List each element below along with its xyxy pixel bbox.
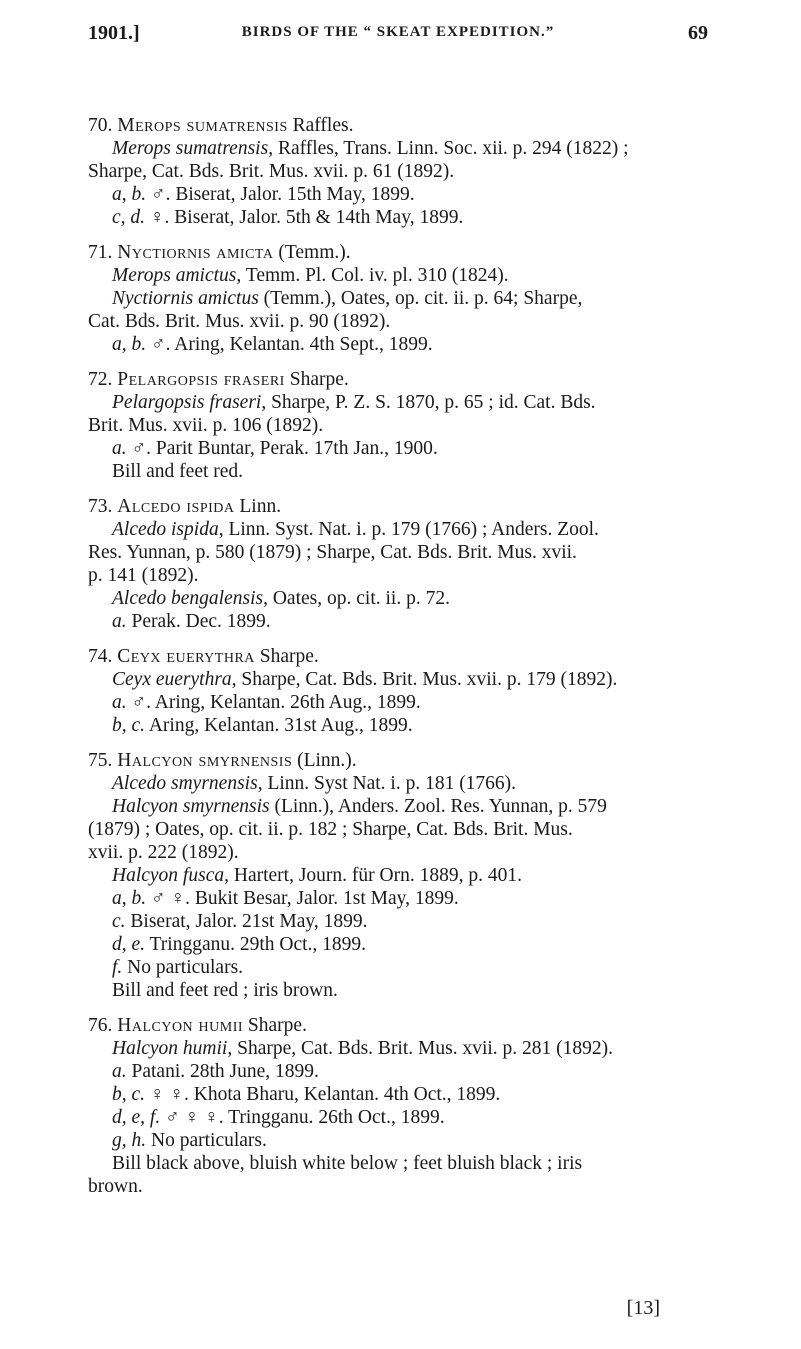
species-entry — [88, 368, 702, 483]
text-span: Bill and feet red ; iris brown. — [112, 980, 338, 1001]
species-number: 76. — [88, 1015, 113, 1036]
italic-text: Halcyon humii — [112, 1038, 228, 1059]
text-span: ♂ ♀ ♀. Tringganu. 26th Oct., 1899. — [160, 1107, 445, 1128]
text-line — [88, 668, 702, 691]
text-span: , Temm. Pl. Col. iv. pl. 310 (1824). — [236, 265, 509, 286]
italic-text: d, e, f. — [112, 1107, 161, 1128]
text-line — [88, 1083, 702, 1106]
species-number: 74. — [88, 646, 113, 667]
text-line — [88, 933, 702, 956]
text-span: Sharpe, Cat. Bds. Brit. Mus. xvii. p. 61 (1892). — [88, 161, 455, 182]
italic-text: g, h. — [112, 1130, 147, 1151]
text-line — [88, 460, 702, 483]
species-heading — [88, 749, 702, 772]
species-author: Sharpe. — [289, 369, 349, 390]
text-span: Tringganu. 29th Oct., 1899. — [145, 934, 367, 955]
italic-text: b, c. — [112, 1084, 146, 1105]
text-line — [88, 1037, 702, 1060]
text-line — [88, 206, 702, 229]
text-line — [88, 1106, 702, 1129]
species-name: Alcedo ispida — [117, 496, 235, 517]
text-span: Res. Yunnan, p. 580 (1879) ; Sharpe, Cat. Bds. Brit. Mus. xvii. — [88, 542, 577, 563]
italic-text: f. — [112, 957, 123, 978]
text-line — [88, 437, 702, 460]
text-span: ♀ ♀. Khota Bharu, Kelantan. 4th Oct., 1899. — [145, 1084, 501, 1105]
italic-text: a, b. — [112, 184, 147, 205]
species-author: Sharpe. — [247, 1015, 307, 1036]
italic-text: Pelargopsis fraseri — [112, 392, 262, 413]
text-line — [88, 160, 702, 183]
text-span: ♀. Biserat, Jalor. 5th & 14th May, 1899. — [145, 207, 464, 228]
text-line — [88, 1060, 702, 1083]
header-year: 1901.] — [88, 22, 140, 44]
species-name: Halcyon smyrnensis — [117, 750, 293, 771]
text-span: , Oates, op. cit. ii. p. 72. — [263, 588, 450, 609]
species-author: Raffles. — [292, 115, 354, 136]
text-span: Aring, Kelantan. 31st Aug., 1899. — [145, 715, 413, 736]
text-line — [88, 772, 702, 795]
text-line — [88, 564, 702, 587]
species-author: Sharpe. — [259, 646, 319, 667]
text-line — [88, 137, 702, 160]
text-span: Biserat, Jalor. 21st May, 1899. — [125, 911, 368, 932]
species-heading — [88, 1014, 702, 1037]
species-heading — [88, 241, 702, 264]
text-span: brown. — [88, 1176, 143, 1197]
text-line — [88, 610, 702, 633]
page-number: 69 — [688, 22, 708, 44]
text-line — [88, 264, 702, 287]
text-line — [88, 691, 702, 714]
italic-text: Alcedo ispida — [112, 519, 219, 540]
text-line — [88, 956, 702, 979]
header-title: BIRDS OF THE “ SKEAT EXPEDITION.” — [241, 24, 555, 40]
italic-text: Ceyx euerythra — [112, 669, 232, 690]
text-span: No particulars. — [146, 1130, 267, 1151]
text-line — [88, 841, 702, 864]
text-span: Bill black above, bluish white below ; feet bluish black ; iris — [112, 1153, 583, 1174]
text-line — [88, 391, 702, 414]
italic-text: Alcedo bengalensis — [112, 588, 264, 609]
species-entry — [88, 749, 702, 1002]
text-line — [88, 795, 702, 818]
text-span: Perak. Dec. 1899. — [126, 611, 271, 632]
species-number: 70. — [88, 115, 113, 136]
text-line — [88, 714, 702, 737]
signature-mark: [13] — [626, 1297, 660, 1319]
italic-text: a. — [112, 1061, 127, 1082]
text-span: (1879) ; Oates, op. cit. ii. p. 182 ; Sharpe, Cat. Bds. Brit. Mus. — [88, 819, 573, 840]
italic-text: Halcyon fusca — [112, 865, 225, 886]
text-span: , Sharpe, Cat. Bds. Brit. Mus. xvii. p. 281 (1892). — [227, 1038, 614, 1059]
text-span: p. 141 (1892). — [88, 565, 199, 586]
species-entry — [88, 645, 702, 737]
text-span: ♂. Biserat, Jalor. 15th May, 1899. — [146, 184, 415, 205]
italic-text: c. — [112, 911, 126, 932]
species-heading — [88, 495, 702, 518]
italic-text: Merops amictus — [112, 265, 237, 286]
species-name: Nyctiornis amicta — [117, 242, 274, 263]
species-author: Linn. — [239, 496, 282, 517]
italic-text: a. — [112, 692, 127, 713]
text-line — [88, 1152, 702, 1175]
species-entry — [88, 1014, 702, 1198]
species-heading — [88, 645, 702, 668]
species-entry — [88, 241, 702, 356]
text-line — [88, 887, 702, 910]
species-name: Ceyx euerythra — [117, 646, 255, 667]
species-name: Merops sumatrensis — [117, 115, 288, 136]
running-header — [88, 22, 708, 52]
text-span: , Linn. Syst Nat. i. p. 181 (1766). — [257, 773, 517, 794]
italic-text: Nyctiornis amictus — [112, 288, 259, 309]
text-span: Patani. 28th June, 1899. — [126, 1061, 319, 1082]
text-span: (Linn.), Anders. Zool. Res. Yunnan, p. 579 — [269, 796, 607, 817]
text-line — [88, 1129, 702, 1152]
text-line — [88, 333, 702, 356]
species-number: 75. — [88, 750, 113, 771]
text-span: , Linn. Syst. Nat. i. p. 179 (1766) ; Anders. Zool. — [218, 519, 599, 540]
text-span: No particulars. — [122, 957, 244, 978]
text-span: ♂ ♀. Bukit Besar, Jalor. 1st May, 1899. — [146, 888, 459, 909]
species-author: (Linn.). — [297, 750, 357, 771]
species-name: Halcyon humii — [117, 1015, 244, 1036]
text-line — [88, 518, 702, 541]
text-line — [88, 818, 702, 841]
species-entry — [88, 114, 702, 229]
species-list — [88, 114, 702, 1210]
species-heading — [88, 368, 702, 391]
italic-text: a, b. — [112, 888, 147, 909]
italic-text: Halcyon smyrnensis — [112, 796, 270, 817]
text-span: xvii. p. 222 (1892). — [88, 842, 239, 863]
italic-text: Merops sumatrensis — [112, 138, 269, 159]
species-number: 73. — [88, 496, 113, 517]
italic-text: Alcedo smyrnensis — [112, 773, 258, 794]
text-line — [88, 183, 702, 206]
italic-text: c, d. — [112, 207, 146, 228]
text-span: , Sharpe, P. Z. S. 1870, p. 65 ; id. Cat. Bds. — [261, 392, 596, 413]
text-span: Bill and feet red. — [112, 461, 244, 482]
text-line — [88, 979, 702, 1002]
text-span: Cat. Bds. Brit. Mus. xvii. p. 90 (1892). — [88, 311, 391, 332]
italic-text: b, c. — [112, 715, 146, 736]
text-line — [88, 910, 702, 933]
species-heading — [88, 114, 702, 137]
text-line — [88, 310, 702, 333]
text-span: (Temm.), Oates, op. cit. ii. p. 64; Sharpe, — [258, 288, 583, 309]
italic-text: d, e. — [112, 934, 146, 955]
text-line — [88, 414, 702, 437]
text-span: Brit. Mus. xvii. p. 106 (1892). — [88, 415, 324, 436]
text-line — [88, 1175, 702, 1198]
text-line — [88, 864, 702, 887]
italic-text: a. — [112, 438, 127, 459]
text-span: ♂. Parit Buntar, Perak. 17th Jan., 1900. — [126, 438, 438, 459]
text-line — [88, 287, 702, 310]
italic-text: a, b. — [112, 334, 147, 355]
species-name: Pelargopsis fraseri — [117, 369, 285, 390]
species-entry — [88, 495, 702, 633]
text-span: ♂. Aring, Kelantan. 26th Aug., 1899. — [126, 692, 421, 713]
species-author: (Temm.). — [278, 242, 351, 263]
text-line — [88, 541, 702, 564]
text-span: , Hartert, Journ. für Orn. 1889, p. 401. — [224, 865, 522, 886]
text-line — [88, 587, 702, 610]
text-span: , Sharpe, Cat. Bds. Brit. Mus. xvii. p. 179 (1892). — [231, 669, 618, 690]
text-span: ♂. Aring, Kelantan. 4th Sept., 1899. — [146, 334, 433, 355]
species-number: 71. — [88, 242, 113, 263]
species-number: 72. — [88, 369, 113, 390]
italic-text: a. — [112, 611, 127, 632]
text-span: , Raffles, Trans. Linn. Soc. xii. p. 294 (1822) ; — [268, 138, 629, 159]
